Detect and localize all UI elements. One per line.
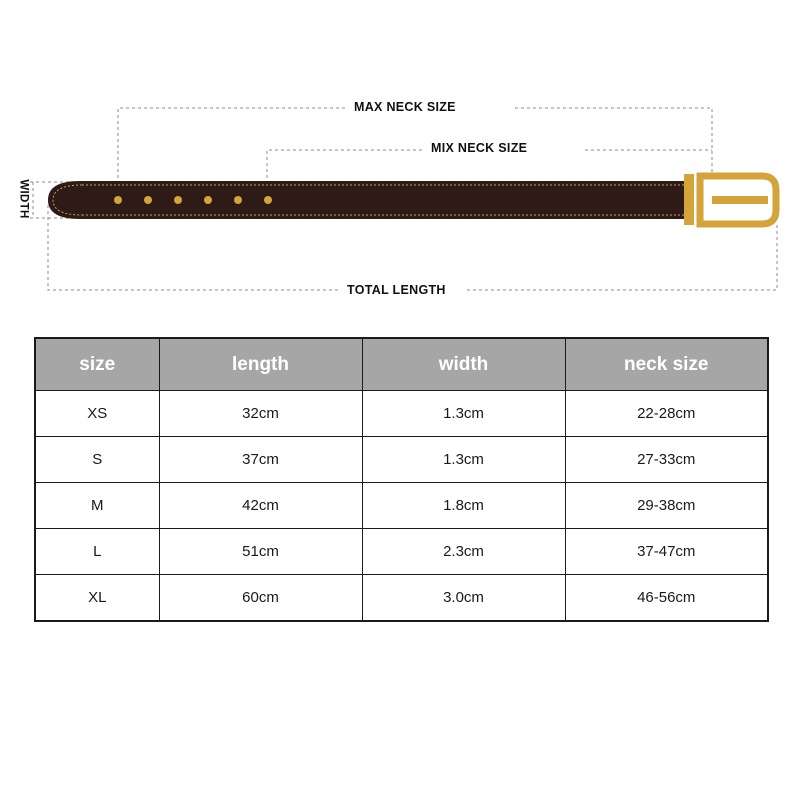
table-row — [35, 529, 768, 575]
eyelet-icon — [174, 196, 182, 204]
cell-size: M — [35, 483, 159, 529]
width-label: WIDTH — [17, 179, 30, 219]
cell-size: S — [35, 437, 159, 483]
size-chart-table — [34, 337, 769, 622]
cell-width: 1.8cm — [362, 483, 565, 529]
cell-width: 1.3cm — [362, 437, 565, 483]
cell-size: XS — [35, 391, 159, 437]
cell-width: 2.3cm — [362, 529, 565, 575]
cell-size: L — [35, 529, 159, 575]
table-row — [35, 391, 768, 437]
buckle-icon — [684, 174, 776, 225]
collar-size-diagram — [0, 0, 800, 320]
header-size: size — [35, 338, 159, 391]
cell-neck-size: 27-33cm — [565, 437, 768, 483]
table-row — [35, 437, 768, 483]
cell-length: 37cm — [159, 437, 362, 483]
max-neck-size-label: MAX NECK SIZE — [350, 100, 460, 114]
cell-length: 60cm — [159, 575, 362, 622]
cell-width: 1.3cm — [362, 391, 565, 437]
eyelet-icon — [144, 196, 152, 204]
cell-width: 3.0cm — [362, 575, 565, 622]
collar-illustration — [0, 0, 800, 320]
eyelet-icon — [204, 196, 212, 204]
table-header-row — [35, 338, 768, 391]
table-row — [35, 575, 768, 622]
header-width: width — [362, 338, 565, 391]
eyelet-icon — [264, 196, 272, 204]
cell-length: 51cm — [159, 529, 362, 575]
header-neck-size: neck size — [565, 338, 768, 391]
cell-length: 32cm — [159, 391, 362, 437]
mix-neck-size-label: MIX NECK SIZE — [427, 141, 531, 155]
cell-neck-size: 22-28cm — [565, 391, 768, 437]
eyelet-icon — [234, 196, 242, 204]
total-length-label: TOTAL LENGTH — [343, 283, 450, 297]
cell-neck-size: 37-47cm — [565, 529, 768, 575]
table-row — [35, 483, 768, 529]
cell-neck-size: 46-56cm — [565, 575, 768, 622]
cell-size: XL — [35, 575, 159, 622]
eyelet-icon — [114, 196, 122, 204]
cell-length: 42cm — [159, 483, 362, 529]
cell-neck-size: 29-38cm — [565, 483, 768, 529]
header-length: length — [159, 338, 362, 391]
